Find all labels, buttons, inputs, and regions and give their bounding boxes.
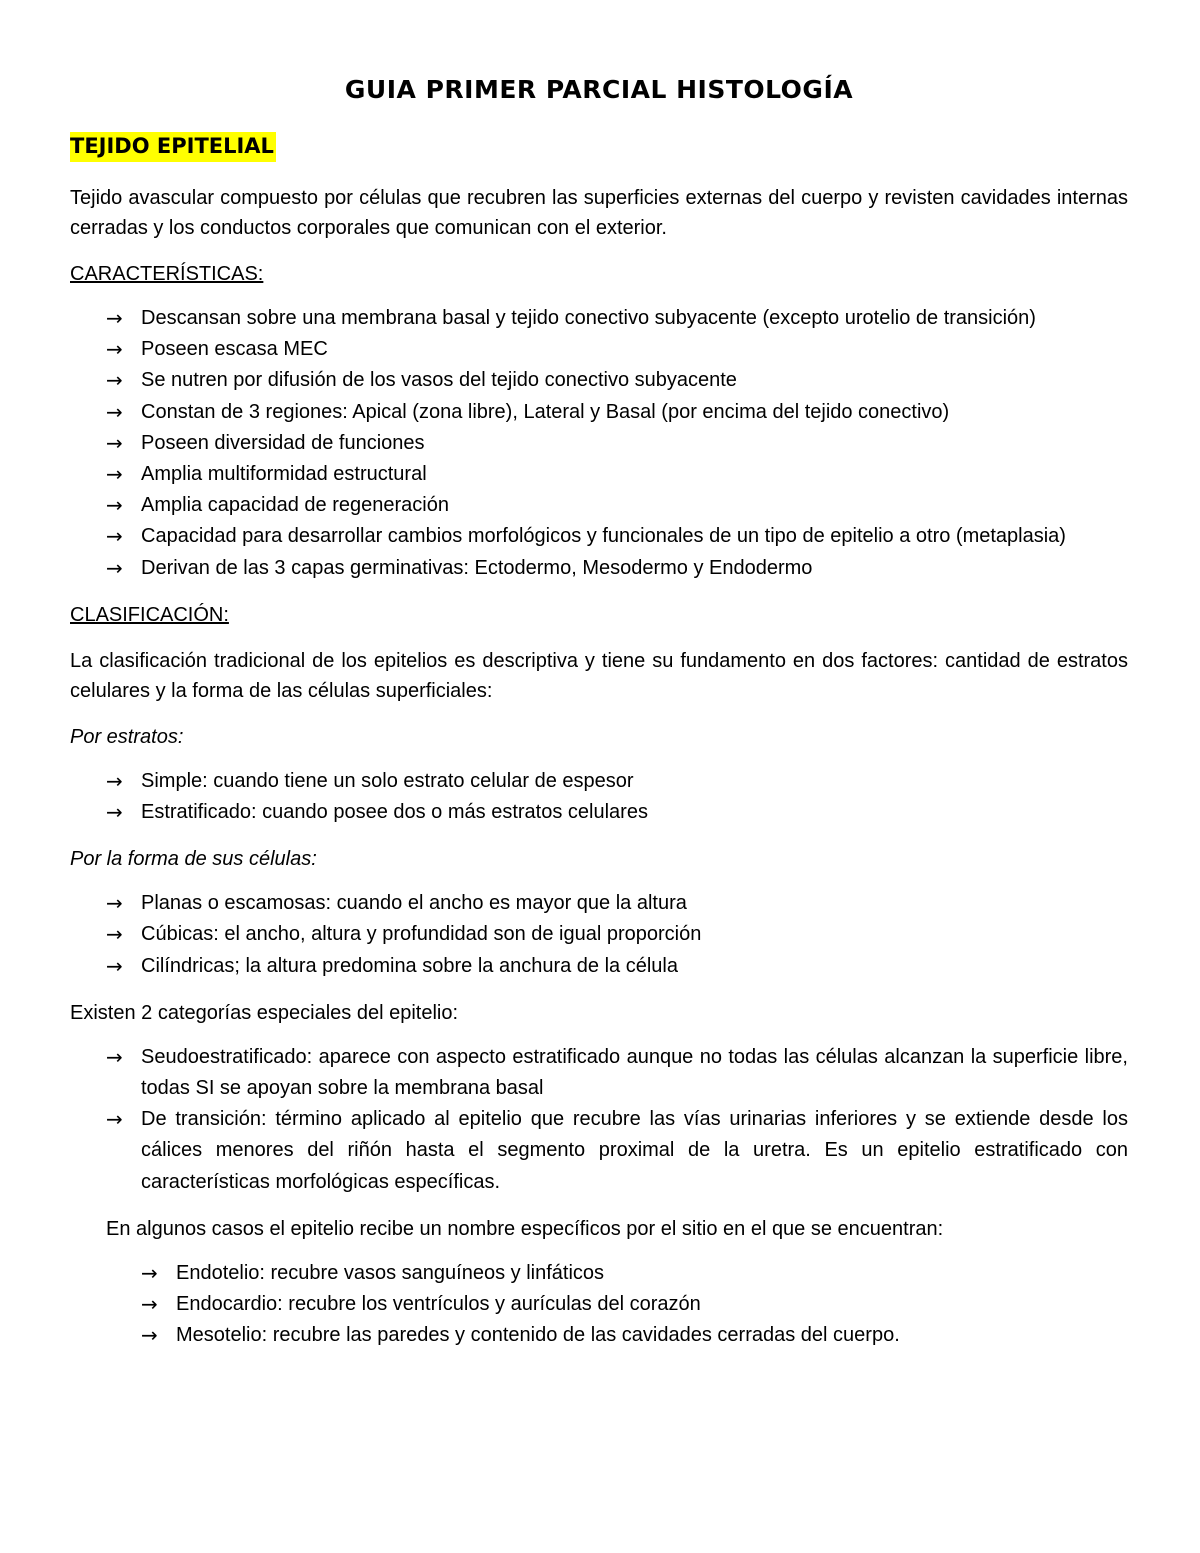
- por-forma-label: Por la forma de sus células:: [70, 848, 317, 871]
- caracteristicas-list: [70, 303, 1128, 584]
- list-item: → Mesotelio: recubre las paredes y contenido de las cavidades cerradas del cuerpo.: [70, 1320, 1128, 1351]
- arrow-icon: →: [106, 953, 123, 978]
- section-heading-tejido-epitelial: [70, 130, 1128, 165]
- list-item: → Cúbicas: el ancho, altura y profundidad son de igual proporción: [70, 919, 1128, 950]
- arrow-icon: →: [106, 462, 123, 487]
- intro-paragraph: Tejido avascular compuesto por células que recubren las superficies externas del cuerpo y revisten cavidades internas cerradas y los conductos corporales que comunican con el exterior.: [70, 187, 1128, 239]
- arrow-icon: →: [106, 1044, 123, 1069]
- arrow-icon: →: [106, 430, 123, 455]
- clasificacion-heading: CLASIFICACIÓN:: [70, 603, 229, 626]
- list-item: → Capacidad para desarrollar cambios morfológicos y funcionales de un tipo de epitelio a otro (metaplasia): [70, 521, 1128, 552]
- list-item: → Constan de 3 regiones: Apical (zona libre), Lateral y Basal (por encima del tejido conectivo): [70, 397, 1128, 428]
- arrow-icon: →: [106, 922, 123, 947]
- arrow-icon: →: [141, 1260, 158, 1285]
- list-item: → Amplia capacidad de regeneración: [70, 490, 1128, 521]
- list-item: → Descansan sobre una membrana basal y tejido conectivo subyacente (excepto urotelio de transición): [70, 303, 1128, 334]
- arrow-icon: →: [106, 555, 123, 580]
- arrow-icon: →: [141, 1323, 158, 1348]
- arrow-icon: →: [106, 368, 123, 393]
- list-item: → Planas o escamosas: cuando el ancho es mayor que la altura: [70, 888, 1128, 919]
- list-item: → Poseen escasa MEC: [70, 334, 1128, 365]
- arrow-icon: →: [106, 800, 123, 825]
- arrow-icon: →: [106, 493, 123, 518]
- clasificacion-paragraph: La clasificación tradicional de los epitelios es descriptiva y tiene su fundamento en dos factores: cantidad de estratos celulares y la forma de las células superficiales:: [70, 649, 1128, 702]
- por-forma-list: [70, 888, 1128, 982]
- list-item: → De transición: término aplicado al epitelio que recubre las vías urinarias inferiores y se extiende desde los cálices menores del riñón hasta el segmento proximal de la uretra. Es un epitelio estratificado con características morfológicas específicas.: [70, 1104, 1128, 1198]
- arrow-icon: →: [106, 399, 123, 424]
- nombres-especificos-text: En algunos casos el epitelio recibe un nombre específicos por el sitio en el que se encuentran:: [106, 1217, 944, 1240]
- arrow-icon: →: [141, 1292, 158, 1317]
- list-item: → Endocardio: recubre los ventrículos y aurículas del corazón: [70, 1289, 1128, 1320]
- arrow-icon: →: [106, 524, 123, 549]
- caracteristicas-heading: CARACTERÍSTICAS:: [70, 263, 264, 285]
- list-item: → Cilíndricas; la altura predomina sobre la anchura de la célula: [70, 951, 1128, 982]
- arrow-icon: →: [106, 891, 123, 916]
- list-item: → Seudoestratificado: aparece con aspecto estratificado aunque no todas las células alcanzan la superficie libre, todas SI se apoyan sobre la membrana basal: [70, 1042, 1128, 1104]
- list-item: → Amplia multiformidad estructural: [70, 459, 1128, 490]
- list-item: → Se nutren por difusión de los vasos del tejido conectivo subyacente: [70, 365, 1128, 396]
- categorias-especiales-text: Existen 2 categorías especiales del epitelio:: [70, 1001, 459, 1024]
- por-estratos-list: [70, 766, 1128, 828]
- list-item: → Estratificado: cuando posee dos o más estratos celulares: [70, 797, 1128, 828]
- por-estratos-label: Por estratos:: [70, 725, 184, 748]
- arrow-icon: →: [106, 1107, 123, 1132]
- arrow-icon: →: [106, 768, 123, 793]
- document-title: GUIA PRIMER PARCIAL HISTOLOGÍA: [344, 75, 854, 104]
- arrow-icon: →: [106, 306, 123, 330]
- list-item: → Derivan de las 3 capas germinativas: Ectodermo, Mesodermo y Endodermo: [70, 553, 1128, 584]
- categorias-especiales-list: [70, 1042, 1128, 1198]
- list-item: → Endotelio: recubre vasos sanguíneos y linfáticos: [70, 1258, 1128, 1289]
- list-item: → Simple: cuando tiene un solo estrato celular de espesor: [70, 766, 1128, 797]
- nombres-especificos-list: [70, 1258, 1128, 1352]
- list-item: → Poseen diversidad de funciones: [70, 428, 1128, 459]
- arrow-icon: →: [106, 337, 123, 362]
- section-heading-text: TEJIDO EPITELIAL: [70, 132, 276, 162]
